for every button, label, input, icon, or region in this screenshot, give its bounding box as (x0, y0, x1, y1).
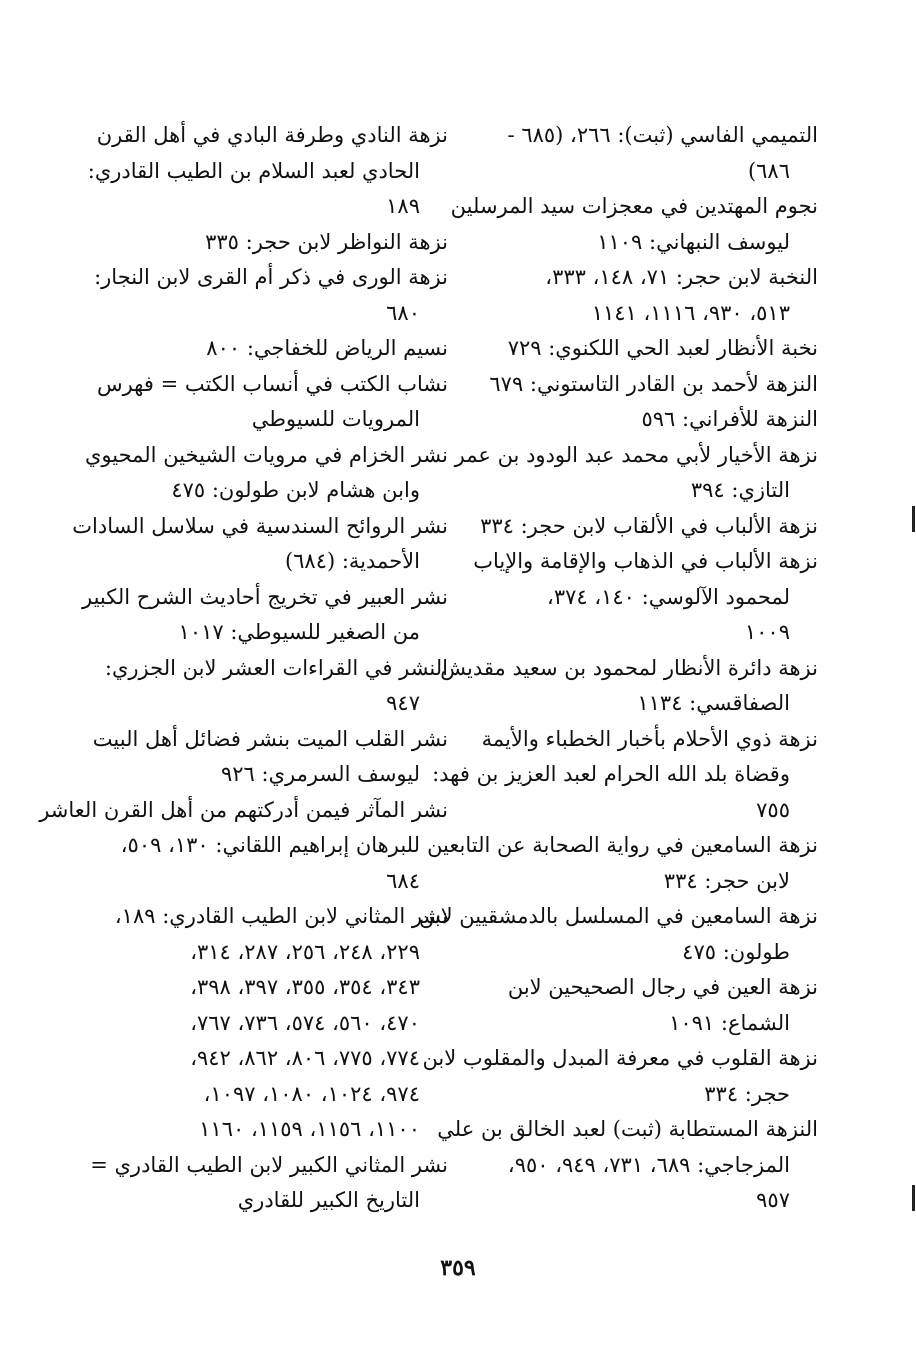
entry-continuation-line: ٩٤٧ (386, 691, 420, 715)
entry-title-line: النزهة المستطابة (ثبت) لعبد الخالق بن علي (437, 1117, 818, 1141)
entry-title-line: نسيم الرياض للخفاجي: ٨٠٠ (206, 336, 448, 360)
index-entry (84, 438, 448, 509)
index-entry (437, 1112, 818, 1219)
entry-continuation-line: لمحمود الآلوسي: ١٤٠، ٣٧٤، (547, 584, 790, 609)
entry-continuation-line: ٧٧٤، ٧٧٥، ٨٠٦، ٨٦٢، ٩٤٢، (190, 1046, 420, 1070)
entry-title-line: نخبة الأنظار لعبد الحي اللكنوي: ٧٢٩ (507, 336, 818, 360)
entry-title-line: نزهة ذوي الأحلام بأخبار الخطباء والأيمة (481, 726, 818, 751)
entry-title-line: التميمي الفاسي (ثبت): ٢٦٦، (٦٨٥ - (507, 123, 818, 147)
entry-continuation-line: ١٠٠٩ (744, 620, 790, 644)
entry-continuation-line: التاريخ الكبير للقادري (237, 1188, 420, 1212)
index-entry (450, 189, 818, 260)
entry-continuation-line: المرويات للسيوطي (251, 407, 420, 431)
entry-continuation-line: ليوسف النبهاني: ١١٠٩ (597, 229, 790, 254)
index-entry (463, 970, 818, 1041)
entry-title-line: نزهة الألباب في الألقاب لابن حجر: ٣٣٤ (480, 513, 818, 538)
index-entry (432, 722, 818, 829)
entry-title-line: نزهة العين في رجال الصحيحين لابن (507, 975, 818, 999)
index-entry (39, 793, 448, 900)
entry-continuation-line: ١١٠٠، ١١٥٦، ١١٥٩، ١١٦٠ (199, 1117, 420, 1141)
entry-title-line: النزهة لأحمد بن القادر التاستوني: ٦٧٩ (489, 371, 818, 396)
index-entry (454, 438, 818, 509)
entry-continuation-line: التازي: ٣٩٤ (690, 478, 790, 502)
index-entry (92, 899, 448, 1148)
entry-continuation-line: ٤٧٠، ٥٦٠، ٥٧٤، ٧٣٦، ٧٦٧، (190, 1010, 420, 1035)
entry-continuation-line: حجر: ٣٣٤ (704, 1081, 790, 1106)
entry-title-line: نشر المثاني الكبير لابن الطيب القادري = (90, 1152, 448, 1177)
entry-title-line: نزهة الأخيار لأبي محمد عبد الودود بن عمر (454, 442, 818, 467)
index-entry (463, 544, 818, 651)
entry-continuation-line: ليوسف السرمري: ٩٢٦ (220, 762, 420, 786)
entry-title-line: نشر المثاني لابن الطيب القادري: ١٨٩، (114, 904, 448, 928)
entry-continuation-line: المزجاجي: ٦٨٩، ٧٣١، ٩٤٩، ٩٥٠، (507, 1152, 790, 1177)
entry-continuation-line: الشماع: ١٠٩١ (669, 1010, 790, 1035)
entry-title-line: نشر العبير في تخريج أحاديث الشرح الكبير (81, 584, 448, 609)
index-entry (87, 118, 448, 225)
entry-continuation-line: ٣٤٣، ٣٥٤، ٣٥٥، ٣٩٧، ٣٩٨، (190, 975, 420, 999)
index-entry (422, 1041, 818, 1112)
entry-title-line: نشر المآثر فيمن أدركتهم من أهل القرن العاشر (39, 797, 448, 822)
index-entry (92, 722, 448, 793)
entry-title-line: نزهة السامعين في المسلسل بالدمشقيين لابن (418, 904, 818, 928)
index-entry (463, 331, 818, 367)
entry-continuation-line: الصفاقسي: ١١٣٤ (637, 691, 790, 715)
entry-continuation-line: طولون: ٤٧٥ (682, 939, 790, 964)
index-entry (81, 580, 448, 651)
entry-continuation-line: الحادي لعبد السلام بن الطيب القادري: (87, 158, 420, 183)
index-entry (92, 367, 448, 438)
entry-continuation-line: ٦٨٦) (747, 158, 790, 183)
page-number: ٣٥٩ (440, 1255, 476, 1281)
entry-title-line: نزهة دائرة الأنظار لمحمود بن سعيد مقديش (440, 655, 818, 680)
entry-title-line: نزهة الألباب في الذهاب والإقامة والإياب (473, 549, 818, 573)
scan-edge-mark (912, 1185, 915, 1211)
index-entry (463, 260, 818, 331)
entry-title-line: النخبة لابن حجر: ٧١، ١٤٨، ٣٣٣، (545, 265, 818, 289)
entry-title-line: نزهة القلوب في معرفة المبدل والمقلوب لابن (422, 1046, 818, 1070)
entry-continuation-line: وقضاة بلد الله الحرام لعبد العزيز بن فهد: (432, 762, 790, 786)
entry-continuation-line: للبرهان إبراهيم اللقاني: ١٣٠، ٥٠٩، (120, 833, 420, 857)
entry-continuation-line: ٩٥٧ (756, 1188, 790, 1212)
entry-continuation-line: الأحمدية: (٦٨٤) (284, 549, 420, 573)
entry-continuation-line: ٧٥٥ (756, 797, 790, 822)
entry-continuation-line: ٩٧٤، ١٠٢٤، ١٠٨٠، ١٠٩٧، (203, 1081, 420, 1106)
entry-continuation-line: لابن حجر: ٣٣٤ (663, 868, 790, 893)
entry-title-line: النزهة للأفراني: ٥٩٦ (641, 407, 818, 431)
index-column-right (418, 118, 818, 1219)
index-entry (427, 828, 818, 899)
entry-title-line: النشر في القراءات العشر لابن الجزري: (104, 655, 448, 680)
entry-continuation-line: ٦٨٠ (386, 300, 420, 325)
entry-title-line: نزهة الورى في ذكر أم القرى لابن النجار: (94, 265, 448, 289)
index-entry (92, 225, 448, 261)
index-entry (72, 509, 448, 580)
entry-continuation-line: ٢٢٩، ٢٤٨، ٢٥٦، ٢٨٧، ٣١٤، (190, 939, 420, 964)
index-column-left (39, 118, 448, 1219)
entry-continuation-line: ٥١٣، ٩٣٠، ١١١٦، ١١٤١ (591, 300, 790, 325)
index-entry (92, 1148, 448, 1219)
index-entry (92, 260, 448, 331)
entry-title-line: نجوم المهتدين في معجزات سيد المرسلين (450, 194, 818, 218)
entry-title-line: نزهة النادي وطرفة البادي في أهل القرن (96, 123, 448, 147)
scan-edge-mark (912, 506, 915, 532)
index-entry (440, 651, 818, 722)
entry-continuation-line: ٦٨٤ (386, 868, 420, 893)
entry-title-line: نزهة السامعين في رواية الصحابة عن التابعين (427, 833, 818, 857)
entry-title-line: نشر القلب الميت بنشر فضائل أهل البيت (92, 726, 448, 751)
index-entry (463, 402, 818, 438)
index-entry (92, 651, 448, 722)
index-entry (463, 367, 818, 403)
index-entry (92, 331, 448, 367)
entry-title-line: نشر الروائح السندسية في سلاسل السادات (72, 513, 448, 538)
index-entry (418, 899, 818, 970)
entry-continuation-line: وابن هشام لابن طولون: ٤٧٥ (171, 478, 420, 502)
entry-title-line: نزهة النواظر لابن حجر: ٣٣٥ (205, 229, 448, 254)
entry-continuation-line: ١٨٩ (386, 194, 420, 218)
entry-title-line: نشر الخزام في مرويات الشيخين المحيوي (84, 442, 448, 467)
entry-continuation-line: من الصغير للسيوطي: ١٠١٧ (178, 620, 420, 644)
index-entry (463, 118, 818, 189)
index-entry (463, 509, 818, 545)
entry-title-line: نشاب الكتب في أنساب الكتب = فهرس (96, 371, 448, 396)
